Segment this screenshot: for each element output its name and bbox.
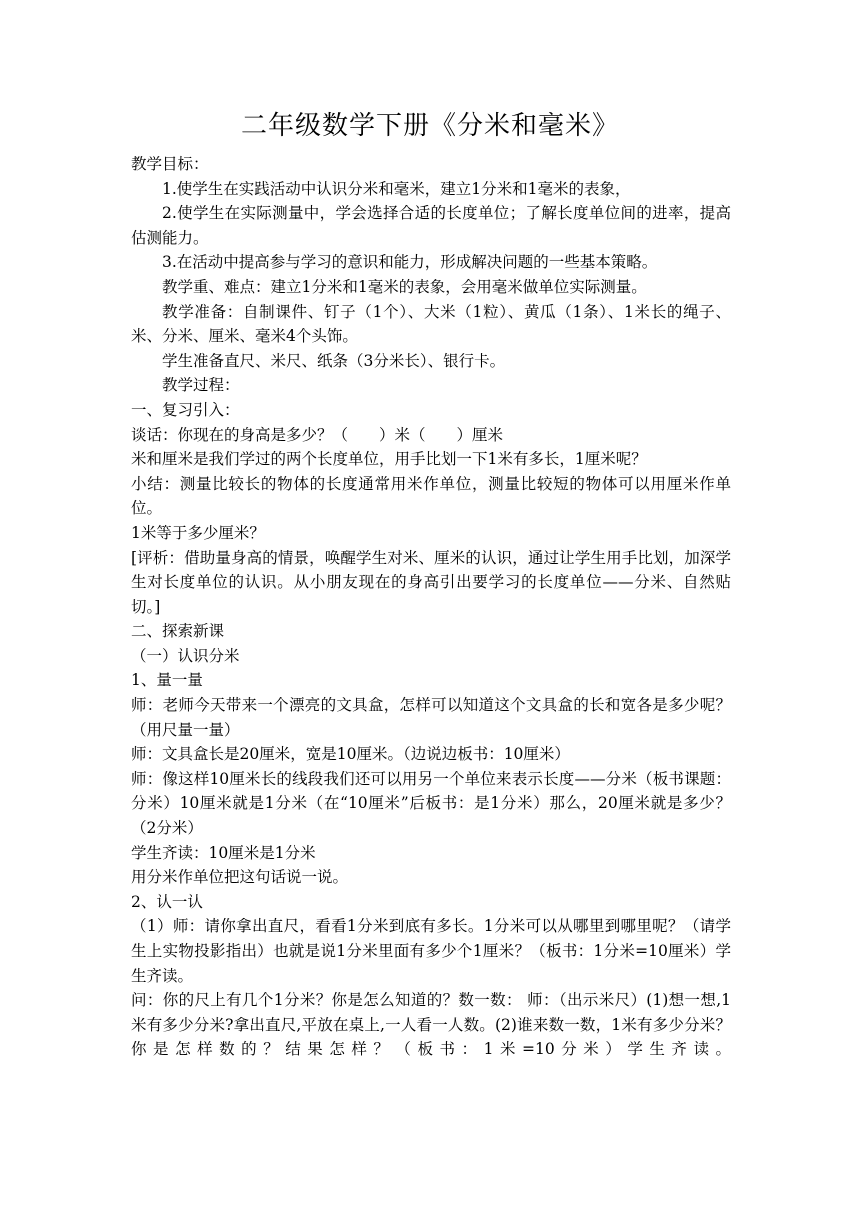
section-explore-heading: 二、探索新课: [131, 622, 225, 641]
paragraph-question: 1米等于多少厘米？: [131, 523, 265, 542]
step-measure-heading: 1、量一量: [131, 671, 203, 690]
paragraph-ruler: （1）师：请你拿出直尺，看看1分米到底有多长。1分米可以从哪里到哪里呢？（请学生上实物投影指出）也就是说1分米里面有多少个1厘米？（板书：1分米=10厘米）学生齐读。: [131, 917, 731, 985]
paragraph-objective-1: 1.使学生在实践活动中认识分米和毫米，建立1分米和1毫米的表象，: [162, 179, 631, 198]
paragraph-teacher-size: 师：文具盒长是20厘米，宽是10厘米。（边说边板书：10厘米）: [131, 745, 570, 764]
paragraph-summary: 小结：测量比较长的物体的长度通常用米作单位，测量比较短的物体可以用厘米作单位。: [131, 474, 731, 518]
paragraph-objective-3: 3.在活动中提高参与学习的意识和能力，形成解决问题的一些基本策略。: [162, 253, 658, 272]
step-recognize-heading: 2、认一认: [131, 892, 203, 911]
paragraph-process-heading: 教学过程：: [162, 376, 240, 395]
paragraph-objective-2: 2.使学生在实际测量中，学会选择合适的长度单位；了解长度单位间的进率，提高估测能力。: [131, 204, 731, 247]
paragraph-objectives-heading: 教学目标：: [131, 155, 209, 173]
paragraph-say-it: 用分米作单位把这句话说一说。: [131, 868, 349, 887]
paragraph-read-aloud: 学生齐读：10厘米是1分米: [131, 843, 316, 862]
paragraph-talk: 谈话：你现在的身高是多少？（ ）米（ ）厘米: [131, 425, 504, 444]
paragraph-key-points: 教学重、难点：建立1分米和1毫米的表象，会用毫米做单位实际测量。: [162, 277, 647, 296]
paragraph-teacher-decimeter: 师：像这样10厘米长的线段我们还可以用另一个单位来表示长度——分米（板书课题：分米）10厘米就是1分米（在“10厘米”后板书：是1分米）那么，20厘米就是多少？（2分米）: [131, 769, 731, 838]
paragraph-teacher-box: 师：老师今天带来一个漂亮的文具盒，怎样可以知道这个文具盒的长和宽各是多少呢？（用尺量一量）: [131, 696, 731, 739]
paragraph-student-prep: 学生准备直尺、米尺、纸条（3分米长）、银行卡。: [162, 351, 506, 370]
subsection-decimeter-heading: （一）认识分米: [131, 646, 240, 665]
paragraph-teaching-prep: 教学准备：自制课件、钉子（1个）、大米（1粒）、黄瓜（1条）、1米长的绳子、米、分米、厘米、毫米4个头饰。: [131, 302, 731, 346]
document-body: [131, 152, 731, 1062]
section-review-heading: 一、复习引入：: [131, 400, 240, 419]
paragraph-meter-cm: 米和厘米是我们学过的两个长度单位，用手比划一下1米有多长，1厘米呢？: [131, 450, 647, 469]
paragraph-comment: [评析：借助量身高的情景，唤醒学生对米、厘米的认识，通过让学生用手比划，加深学生对长度单位的认识。从小朋友现在的身高引出要学习的长度单位——分米、自然贴切。]: [131, 548, 731, 616]
document-title: 二年级数学下册《分米和毫米》: [240, 111, 619, 141]
paragraph-question-ruler: 问：你的尺上有几个1分米？你是怎么知道的？数一数： 师：（出示米尺）(1)想一想,1米有多少分米?拿出直尺,平放在桌上,一人看一人数。(2)谁来数一数，1米有多少分米？你是怎样数的？结果怎样？（板书：1米=10分米）学生齐读。: [131, 991, 731, 1059]
